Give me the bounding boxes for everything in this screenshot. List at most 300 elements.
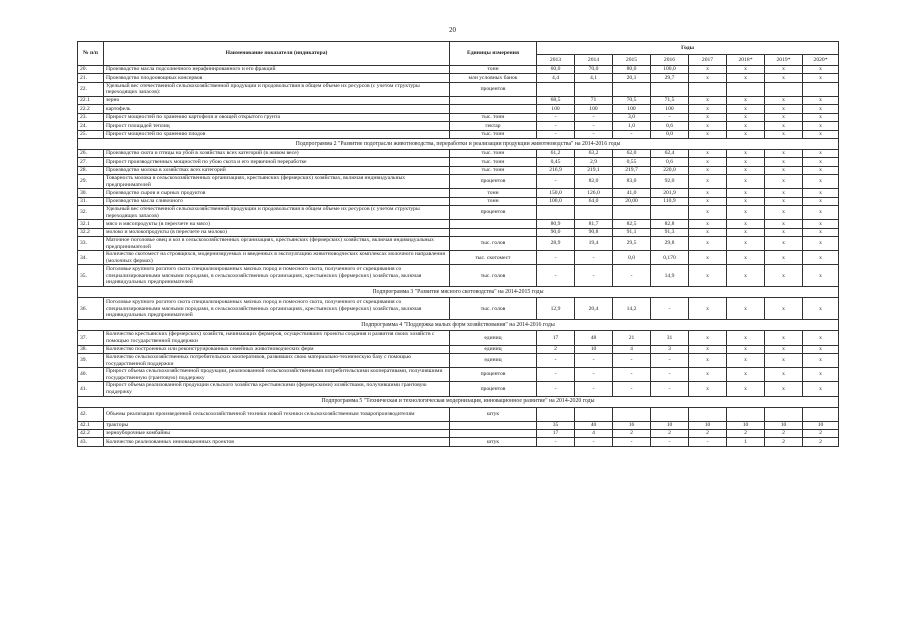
value-cell: х xyxy=(765,149,803,157)
value-cell: - xyxy=(651,368,689,382)
value-cell: 20,00 xyxy=(613,197,651,205)
value-cell: 62,4 xyxy=(651,149,689,157)
value-cell: 29,8 xyxy=(651,237,689,251)
subprogram-row xyxy=(78,138,839,149)
value-cell: 82,8 xyxy=(651,220,689,228)
value-cell: - xyxy=(537,175,575,189)
value-cell: - xyxy=(651,353,689,367)
value-cell: х xyxy=(765,237,803,251)
value-cell: х xyxy=(803,66,839,74)
row-number: 23. xyxy=(78,113,104,121)
value-cell: х xyxy=(689,113,727,121)
value-cell: х xyxy=(689,96,727,104)
indicator-name: Поголовье крупного рогатого скота специализированных мясных пород и помесного скота, полученного от скрещивания со специализированными мясными породами, в сельскохозяйственных организациях, крестьянских (фермерских) хозяйствах, включая индивидуальных предпринимателей xyxy=(104,298,450,320)
value-cell: х xyxy=(689,382,727,396)
value-cell: х xyxy=(765,66,803,74)
value-cell: х xyxy=(803,382,839,396)
value-cell: х xyxy=(689,353,727,367)
value-cell: 64,0 xyxy=(575,197,613,205)
value-cell: 126,0 xyxy=(575,189,613,197)
value-cell: х xyxy=(803,105,839,113)
value-cell: 0,55 xyxy=(613,158,651,166)
value-cell: 2 xyxy=(765,438,803,446)
header-year: 2016 xyxy=(651,55,689,66)
table-row xyxy=(78,265,839,287)
subprogram-row xyxy=(78,287,839,298)
value-cell: 61,2 xyxy=(537,149,575,157)
value-cell: х xyxy=(727,158,765,166)
row-number: 28. xyxy=(78,166,104,174)
header-year: 2020* xyxy=(803,55,839,66)
table-row xyxy=(78,345,839,353)
value-cell: х xyxy=(689,331,727,345)
value-cell: х xyxy=(765,345,803,353)
value-cell: х xyxy=(803,265,839,287)
table-row xyxy=(78,237,839,251)
value-cell xyxy=(765,82,803,96)
table-row xyxy=(78,113,839,121)
value-cell: 100,0 xyxy=(651,66,689,74)
value-cell: 91,1 xyxy=(613,228,651,236)
value-cell: 3,0 xyxy=(613,113,651,121)
value-cell xyxy=(727,407,765,421)
value-cell: х xyxy=(727,130,765,138)
value-cell: х xyxy=(803,206,839,220)
row-number: 32. xyxy=(78,206,104,220)
value-cell: 10 xyxy=(803,421,839,429)
value-cell xyxy=(537,407,575,421)
table-row xyxy=(78,220,839,228)
value-cell: 2 xyxy=(727,429,765,437)
value-cell: 3 xyxy=(651,345,689,353)
value-cell: 35 xyxy=(537,421,575,429)
value-cell: х xyxy=(689,189,727,197)
value-cell xyxy=(651,82,689,96)
value-cell: 28,9 xyxy=(537,237,575,251)
value-cell: х xyxy=(803,122,839,130)
unit-cell: штук xyxy=(450,438,537,446)
value-cell xyxy=(803,82,839,96)
value-cell: 10 xyxy=(727,421,765,429)
table-row xyxy=(78,175,839,189)
value-cell: - xyxy=(575,113,613,121)
value-cell: 17 xyxy=(537,429,575,437)
value-cell: - xyxy=(537,122,575,130)
value-cell: х xyxy=(803,197,839,205)
table-row xyxy=(78,421,839,429)
value-cell: 80,9 xyxy=(537,220,575,228)
value-cell: х xyxy=(727,331,765,345)
value-cell: х xyxy=(803,237,839,251)
value-cell: х xyxy=(689,105,727,113)
value-cell: х xyxy=(689,228,727,236)
table-row xyxy=(78,166,839,174)
table-row xyxy=(78,96,839,104)
value-cell: х xyxy=(803,175,839,189)
value-cell: 2 xyxy=(765,429,803,437)
header-year: 2019* xyxy=(765,55,803,66)
value-cell: х xyxy=(689,298,727,320)
value-cell: 16 xyxy=(613,421,651,429)
indicator-name: Производство масла сливочного xyxy=(104,197,450,205)
value-cell: х xyxy=(689,130,727,138)
value-cell: х xyxy=(689,197,727,205)
value-cell xyxy=(613,206,651,220)
value-cell: х xyxy=(765,122,803,130)
value-cell: 2 xyxy=(613,429,651,437)
indicator-name: тракторы xyxy=(104,421,450,429)
indicator-name: картофель xyxy=(104,105,450,113)
row-number: 26. xyxy=(78,149,104,157)
value-cell: 216,9 xyxy=(537,166,575,174)
row-number: 24. xyxy=(78,122,104,130)
value-cell: х xyxy=(765,228,803,236)
unit-cell: тыс. голов xyxy=(450,298,537,320)
indicator-name: Объемы реализации произведенной сельскохозяйственной техники новой техники сельскохозяйственным товаропроизводителям xyxy=(104,407,450,421)
value-cell: 29,7 xyxy=(651,74,689,82)
value-cell: - xyxy=(613,438,651,446)
value-cell: 219,1 xyxy=(575,166,613,174)
value-cell: х xyxy=(765,265,803,287)
value-cell: х xyxy=(803,166,839,174)
unit-cell: тонн xyxy=(450,66,537,74)
row-number: 42.1 xyxy=(78,421,104,429)
row-number: 22.2 xyxy=(78,105,104,113)
value-cell: 2 xyxy=(803,429,839,437)
value-cell: 70,0 xyxy=(575,66,613,74)
value-cell: х xyxy=(689,206,727,220)
unit-cell xyxy=(450,228,537,236)
indicator-name: Количество крестьянских (фермерских) хозяйств, начинающих фермеров, осуществивших проекты создания и развития своих хозяйств с помощью государственной поддержки xyxy=(104,331,450,345)
indicator-name: Производство скота и птицы на убой в хозяйствах всех категорий (в живом весе) xyxy=(104,149,450,157)
table-row xyxy=(78,331,839,345)
row-number: 27. xyxy=(78,158,104,166)
unit-cell: процентов xyxy=(450,382,537,396)
value-cell: 10 xyxy=(575,345,613,353)
value-cell: - xyxy=(575,251,613,265)
value-cell: х xyxy=(803,228,839,236)
value-cell: 0,170 xyxy=(651,251,689,265)
value-cell: 4 xyxy=(613,345,651,353)
value-cell: 4 xyxy=(575,429,613,437)
unit-cell: тыс. тонн xyxy=(450,130,537,138)
value-cell: х xyxy=(803,158,839,166)
value-cell: 91,3 xyxy=(651,228,689,236)
value-cell: - xyxy=(651,113,689,121)
value-cell: 82,5 xyxy=(613,220,651,228)
value-cell: х xyxy=(765,105,803,113)
value-cell: х xyxy=(765,158,803,166)
value-cell: 90,0 xyxy=(537,228,575,236)
value-cell: х xyxy=(689,265,727,287)
indicator-name: Прирост объема сельскохозяйственной продукции, реализованной сельскохозяйственными потребительскими кооперативами, получившими государственную (грантовую) поддержку xyxy=(104,368,450,382)
indicator-name: зерноуборочные комбайны xyxy=(104,429,450,437)
indicator-name: Удельный вес отечественной сельскохозяйственной продукции и продовольствия в общем объеме их ресурсов (с учетом структуры переходящих запасов) xyxy=(104,206,450,220)
value-cell: 63,2 xyxy=(575,149,613,157)
value-cell: - xyxy=(613,368,651,382)
value-cell: 20,1 xyxy=(613,74,651,82)
value-cell: 40 xyxy=(575,421,613,429)
value-cell: - xyxy=(575,265,613,287)
value-cell: 201,9 xyxy=(651,189,689,197)
value-cell: - xyxy=(537,130,575,138)
value-cell: 17 xyxy=(537,331,575,345)
value-cell: х xyxy=(727,113,765,121)
indicator-name: Поголовье крупного рогатого скота специализированных мясных пород и помесного скота, полученного от скрещивания со специализированными мясными породами, в сельскохозяйственных организациях, крестьянских (фермерских) хозяйствах, включая индивидуальных предпринимателей xyxy=(104,265,450,287)
unit-cell: процентов xyxy=(450,82,537,96)
table-row xyxy=(78,66,839,74)
value-cell: х xyxy=(803,251,839,265)
table-row xyxy=(78,206,839,220)
value-cell: х xyxy=(803,96,839,104)
row-number: 34. xyxy=(78,251,104,265)
unit-cell: тыс. тонн xyxy=(450,113,537,121)
value-cell: х xyxy=(727,166,765,174)
value-cell: 0,45 xyxy=(537,158,575,166)
value-cell: - xyxy=(575,130,613,138)
value-cell: х xyxy=(765,130,803,138)
unit-cell: процентов xyxy=(450,368,537,382)
value-cell: 41,0 xyxy=(613,189,651,197)
unit-cell: тыс. тонн xyxy=(450,166,537,174)
table-row xyxy=(78,382,839,396)
value-cell: х xyxy=(727,353,765,367)
table-row xyxy=(78,228,839,236)
row-number: 22. xyxy=(78,82,104,96)
value-cell: х xyxy=(689,175,727,189)
indicator-name: Количество сельскохозяйственных потребительских кооперативов, развивших свою материально-техническую базу с помощью государственной поддержки xyxy=(104,353,450,367)
row-number: 43. xyxy=(78,438,104,446)
unit-cell xyxy=(450,220,537,228)
unit-cell: единиц xyxy=(450,331,537,345)
value-cell xyxy=(537,206,575,220)
value-cell xyxy=(765,407,803,421)
value-cell: х xyxy=(765,175,803,189)
row-number: 20. xyxy=(78,66,104,74)
value-cell: 0,6 xyxy=(651,158,689,166)
value-cell: х xyxy=(727,345,765,353)
value-cell: 48 xyxy=(575,331,613,345)
value-cell: 83,0 xyxy=(613,175,651,189)
value-cell: 31 xyxy=(651,331,689,345)
value-cell xyxy=(651,407,689,421)
value-cell: х xyxy=(689,74,727,82)
value-cell: 100 xyxy=(537,105,575,113)
value-cell: х xyxy=(727,96,765,104)
subprogram-title: Подпрограмма 3 "Развитие мясного скотоводства" на 2014-2015 годы xyxy=(78,287,839,298)
value-cell: х xyxy=(727,74,765,82)
value-cell: 4,1 xyxy=(575,74,613,82)
table-row xyxy=(78,368,839,382)
value-cell: 219,7 xyxy=(613,166,651,174)
header-year: 2017 xyxy=(689,55,727,66)
row-number: 37. xyxy=(78,331,104,345)
row-number: 29. xyxy=(78,175,104,189)
value-cell: х xyxy=(765,298,803,320)
value-cell: х xyxy=(727,197,765,205)
value-cell: х xyxy=(689,66,727,74)
value-cell: х xyxy=(765,220,803,228)
row-number: 21. xyxy=(78,74,104,82)
value-cell: х xyxy=(765,251,803,265)
value-cell: 10 xyxy=(689,421,727,429)
indicators-table xyxy=(77,41,839,447)
value-cell: х xyxy=(765,353,803,367)
value-cell: х xyxy=(765,166,803,174)
value-cell: - xyxy=(575,438,613,446)
row-number: 22.1 xyxy=(78,96,104,104)
table-row xyxy=(78,149,839,157)
page-number: 20 xyxy=(449,26,456,34)
value-cell: х xyxy=(689,251,727,265)
row-number: 33. xyxy=(78,237,104,251)
row-number: 41. xyxy=(78,382,104,396)
unit-cell xyxy=(450,429,537,437)
value-cell: 0,0 xyxy=(613,251,651,265)
value-cell: х xyxy=(727,251,765,265)
value-cell: 20,4 xyxy=(575,298,613,320)
value-cell: х xyxy=(803,130,839,138)
value-cell: 70,5 xyxy=(613,96,651,104)
value-cell: х xyxy=(727,122,765,130)
value-cell: х xyxy=(765,206,803,220)
value-cell xyxy=(575,206,613,220)
value-cell: 68,5 xyxy=(537,96,575,104)
indicator-name: Количество скотомест на строящихся, модернизируемых и введенных в эксплуатацию животноводческих комплексах молочного направления (молочных фермах) xyxy=(104,251,450,265)
indicator-name: Количество реализованных инновационных проектов xyxy=(104,438,450,446)
value-cell: - xyxy=(537,438,575,446)
unit-cell: тонн xyxy=(450,189,537,197)
table-row xyxy=(78,74,839,82)
value-cell: 2 xyxy=(537,345,575,353)
unit-cell: гектар xyxy=(450,122,537,130)
table-row xyxy=(78,251,839,265)
value-cell: х xyxy=(765,96,803,104)
value-cell: х xyxy=(727,228,765,236)
value-cell xyxy=(613,82,651,96)
unit-cell: тонн xyxy=(450,197,537,205)
indicators-table-wrap xyxy=(77,41,838,447)
table-row xyxy=(78,197,839,205)
subprogram-title: Подпрограмма 2 "Развитие подотрасли животноводства, переработки и реализации продукции животноводства" на 2014-2016 годы xyxy=(78,138,839,149)
indicator-name: Прирост мощностей по хранению картофеля и овощей открытого грунта xyxy=(104,113,450,121)
value-cell: 2,9 xyxy=(575,158,613,166)
value-cell: - xyxy=(651,438,689,446)
unit-cell: процентов xyxy=(450,175,537,189)
table-row xyxy=(78,130,839,138)
value-cell: 1 xyxy=(727,438,765,446)
value-cell: х xyxy=(803,298,839,320)
unit-cell: штук xyxy=(450,407,537,421)
value-cell: - xyxy=(537,265,575,287)
value-cell: - xyxy=(613,265,651,287)
value-cell: 100 xyxy=(651,105,689,113)
value-cell: х xyxy=(803,189,839,197)
value-cell: х xyxy=(727,189,765,197)
value-cell: х xyxy=(765,189,803,197)
header-years-group: Годы xyxy=(537,42,839,55)
value-cell: 14,2 xyxy=(613,298,651,320)
value-cell: х xyxy=(689,122,727,130)
value-cell: - xyxy=(613,353,651,367)
value-cell: х xyxy=(727,66,765,74)
row-number: 39. xyxy=(78,353,104,367)
value-cell: 81,7 xyxy=(575,220,613,228)
table-row xyxy=(78,353,839,367)
value-cell: 2 xyxy=(651,429,689,437)
value-cell xyxy=(613,407,651,421)
value-cell: 10 xyxy=(765,421,803,429)
table-row xyxy=(78,429,839,437)
value-cell: х xyxy=(765,368,803,382)
value-cell: - xyxy=(613,382,651,396)
row-number: 31. xyxy=(78,197,104,205)
value-cell: - xyxy=(575,353,613,367)
value-cell: х xyxy=(727,237,765,251)
indicator-name: Прирост мощностей по хранению плодов xyxy=(104,130,450,138)
value-cell: 150,0 xyxy=(537,189,575,197)
value-cell: х xyxy=(765,197,803,205)
value-cell xyxy=(689,407,727,421)
table-row xyxy=(78,105,839,113)
table-row xyxy=(78,158,839,166)
value-cell: х xyxy=(689,158,727,166)
value-cell: х xyxy=(689,368,727,382)
value-cell: х xyxy=(765,74,803,82)
indicator-name: молоко и молокопродукты (в пересчете на молоко) xyxy=(104,228,450,236)
value-cell: 62,0 xyxy=(613,149,651,157)
value-cell: х xyxy=(727,298,765,320)
header-year: 2013 xyxy=(537,55,575,66)
header-year: 2014 xyxy=(575,55,613,66)
value-cell: х xyxy=(765,331,803,345)
unit-cell: тыс. тонн xyxy=(450,149,537,157)
indicator-name: мясо и мясопродукты (в пересчете на мясо) xyxy=(104,220,450,228)
value-cell xyxy=(575,82,613,96)
row-number: 30. xyxy=(78,189,104,197)
subprogram-row xyxy=(78,320,839,331)
value-cell: х xyxy=(727,206,765,220)
indicator-name: зерно xyxy=(104,96,450,104)
header-num: № п/п xyxy=(78,42,104,66)
value-cell: 0,6 xyxy=(651,122,689,130)
row-number: 42. xyxy=(78,407,104,421)
table-row xyxy=(78,298,839,320)
indicator-name: Товарность молока в сельскохозяйственных организациях, крестьянских (фермерских) хозяйствах, включая индивидуальных предпринимателей xyxy=(104,175,450,189)
value-cell: х xyxy=(803,345,839,353)
value-cell: 71,5 xyxy=(651,96,689,104)
value-cell: - xyxy=(537,251,575,265)
value-cell xyxy=(575,407,613,421)
indicator-name: Количество построенных или реконструированных семейных животноводческих ферм xyxy=(104,345,450,353)
row-number: 32.1 xyxy=(78,220,104,228)
value-cell: - xyxy=(537,382,575,396)
row-number: 36. xyxy=(78,298,104,320)
row-number: 35. xyxy=(78,265,104,287)
value-cell: х xyxy=(803,220,839,228)
value-cell: 29,5 xyxy=(613,237,651,251)
value-cell xyxy=(689,82,727,96)
header-year: 2018* xyxy=(727,55,765,66)
subprogram-row xyxy=(78,396,839,407)
value-cell: х xyxy=(803,149,839,157)
value-cell: х xyxy=(727,149,765,157)
table-row xyxy=(78,82,839,96)
table-row xyxy=(78,122,839,130)
value-cell: 2 xyxy=(689,429,727,437)
value-cell: 21 xyxy=(613,331,651,345)
value-cell: х xyxy=(803,368,839,382)
